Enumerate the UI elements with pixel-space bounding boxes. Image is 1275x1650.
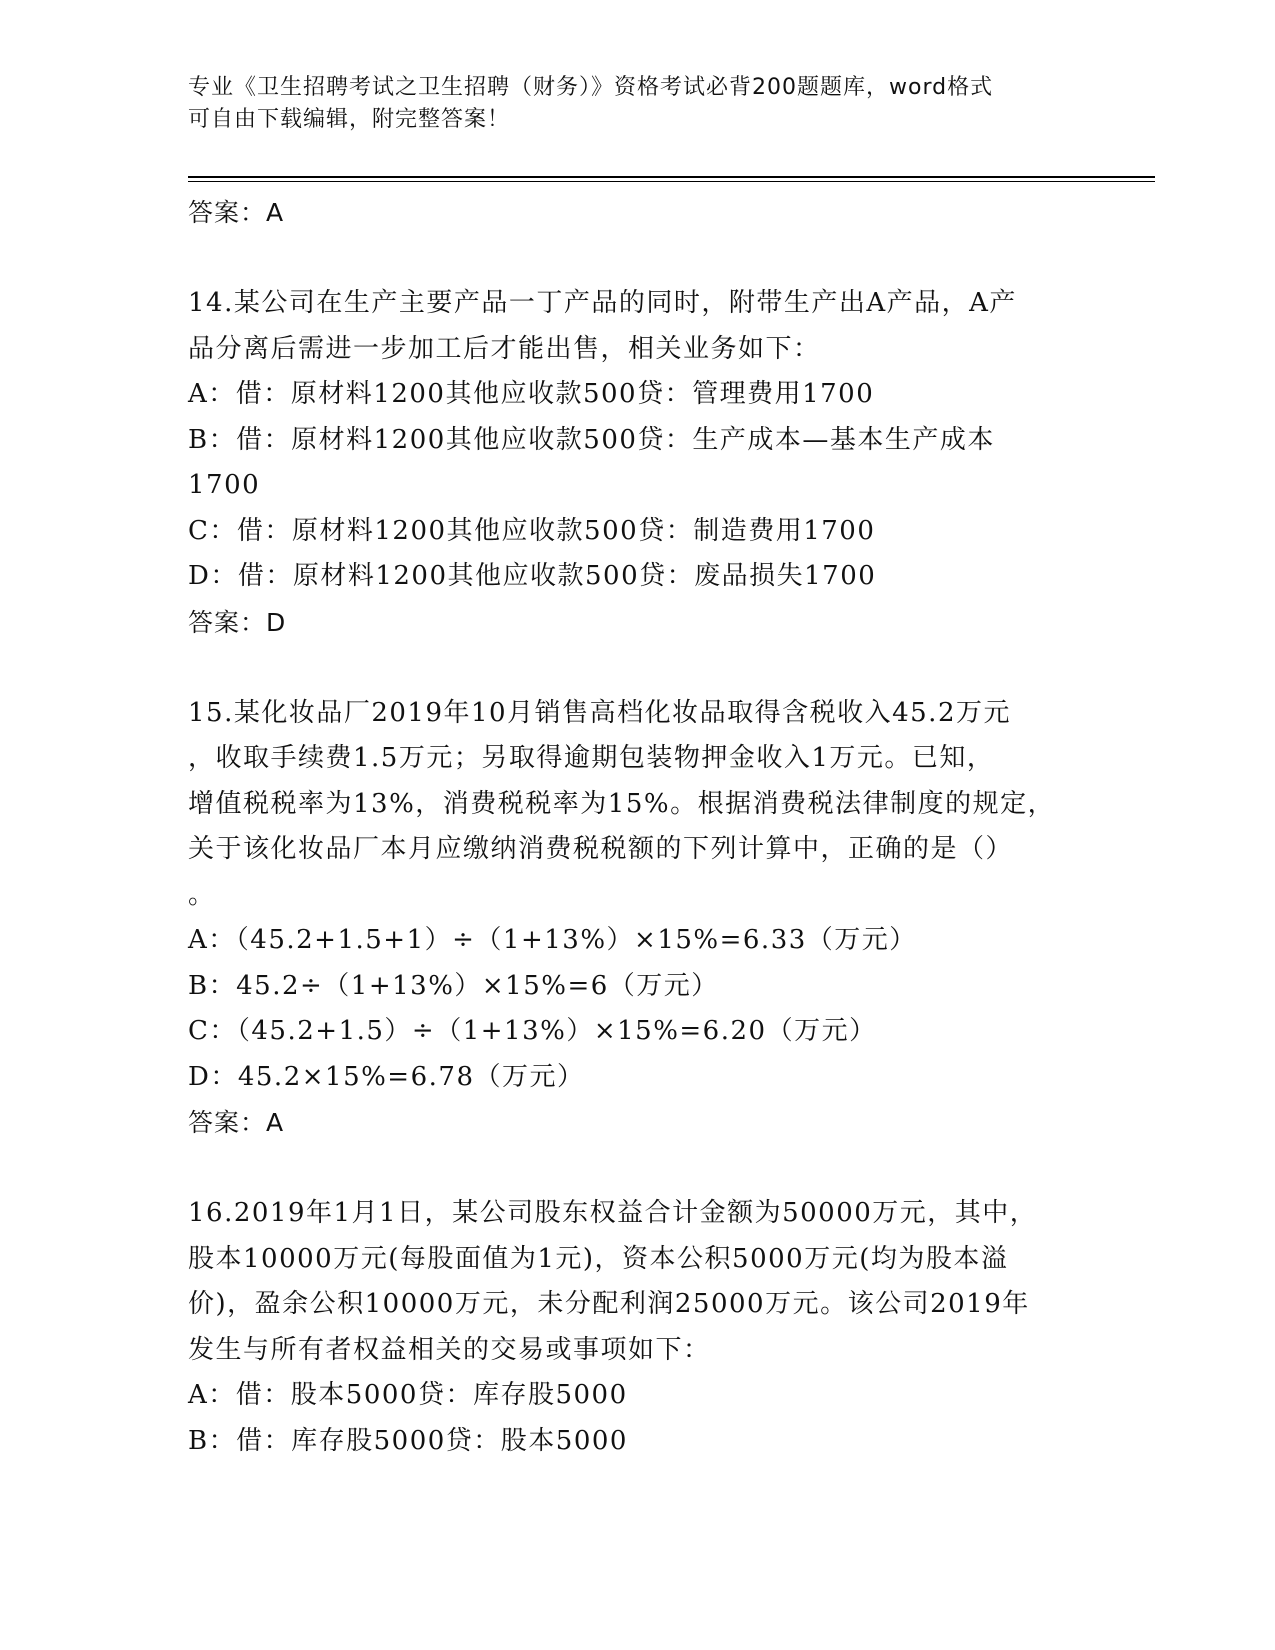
question-15-stem-line-2: ，收取手续费1.5万元；另取得逾期包装物押金收入1万元。已知， <box>188 743 995 773</box>
header-title-line-1: 专业《卫生招聘考试之卫生招聘（财务）》资格考试必背200题题库，word格式 <box>188 75 994 100</box>
question-16-stem-line-1: 16.2019年1月1日，某公司股东权益合计金额为50000万元，其中， <box>188 1198 1038 1228</box>
question-16-stem-line-3: 价)，盈余公积10000万元，未分配利润25000万元。该公司2019年 <box>188 1289 1030 1319</box>
question-15-stem-line-1: 15.某化妆品厂2019年10月销售高档化妆品取得含税收入45.2万元 <box>188 697 1011 728</box>
question-14-option-b-line-1: B：借：原材料1200其他应收款500贷：生产成本—基本生产成本 <box>188 424 995 455</box>
question-15-option-d: D：45.2×15%=6.78（万元） <box>188 1061 585 1092</box>
question-15 <box>188 691 1088 1146</box>
answer-13: 答案：A <box>188 198 285 227</box>
question-14-stem-line-1: 14.某公司在生产主要产品一丁产品的同时，附带生产出A产品，A产 <box>188 288 1017 318</box>
header-divider-thin <box>188 181 1155 182</box>
spacer <box>188 1146 1088 1192</box>
question-16-option-b: B：借：库存股5000贷：股本5000 <box>188 1425 628 1456</box>
question-15-option-a: A：（45.2+1.5+1）÷（1+13%）×15%=6.33（万元） <box>188 925 917 955</box>
spacer <box>188 645 1088 691</box>
document-header <box>188 72 1068 136</box>
question-16-stem-line-2: 股本10000万元(每股面值为1元)，资本公积5000万元(均为股本溢 <box>188 1243 1009 1274</box>
question-14-stem-line-2: 品分离后需进一步加工后才能出售，相关业务如下： <box>188 333 821 364</box>
question-15-option-c: C：（45.2+1.5）÷（1+13%）×15%=6.20（万元） <box>188 1016 877 1046</box>
question-16 <box>188 1191 1088 1464</box>
spacer <box>188 236 1088 282</box>
question-16-option-a: A：借：股本5000贷：库存股5000 <box>188 1380 628 1410</box>
question-15-stem-line-3: 增值税税率为13%，消费税税率为15%。根据消费税法律制度的规定， <box>188 788 1056 819</box>
question-14-option-b-line-2: 1700 <box>188 470 261 500</box>
question-15-option-b: B：45.2÷（1+13%）×15%=6（万元） <box>188 970 719 1001</box>
question-14 <box>188 281 1088 645</box>
question-14-option-c: C：借：原材料1200其他应收款500贷：制造费用1700 <box>188 515 876 546</box>
question-15-stem-line-4: 关于该化妆品厂本月应缴纳消费税税额的下列计算中，正确的是（） <box>188 834 1014 864</box>
question-14-answer: 答案：D <box>188 607 287 637</box>
question-14-option-a: A：借：原材料1200其他应收款500贷：管理费用1700 <box>188 379 875 409</box>
question-15-answer: 答案：A <box>188 1108 285 1137</box>
question-15-stem-line-5: 。 <box>188 879 216 910</box>
header-divider-thick <box>188 176 1155 178</box>
question-14-option-d: D：借：原材料1200其他应收款500贷：废品损失1700 <box>188 561 877 591</box>
question-content <box>188 190 1088 1464</box>
header-title-line-2: 可自由下载编辑，附完整答案！ <box>188 107 511 132</box>
question-16-stem-line-4: 发生与所有者权益相关的交易或事项如下： <box>188 1334 711 1365</box>
